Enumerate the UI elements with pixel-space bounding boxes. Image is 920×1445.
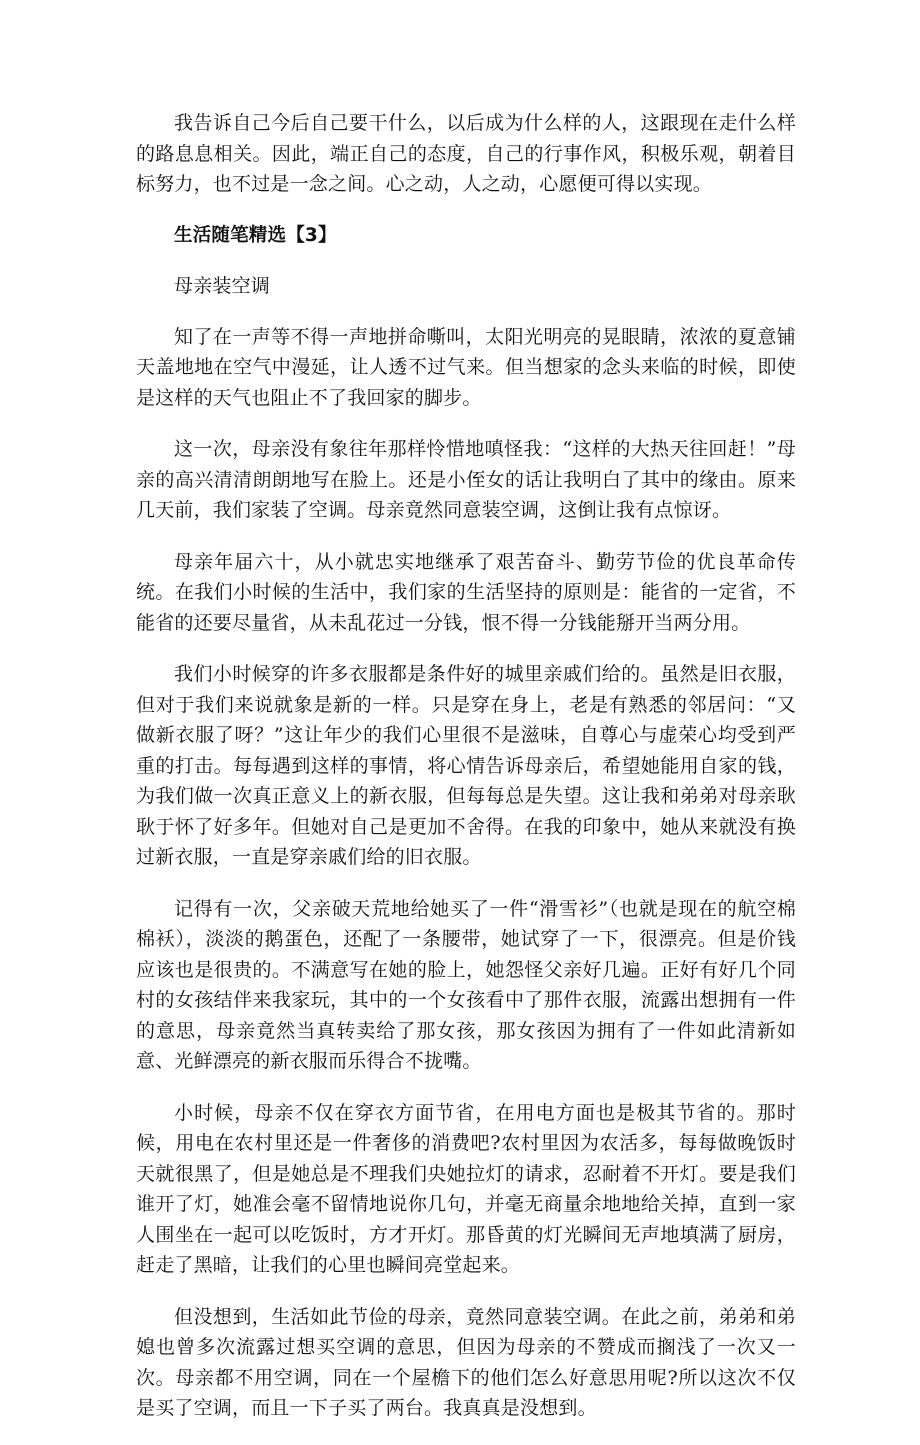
paragraph-5: 记得有一次，父亲破天荒地给她买了一件“滑雪衫”（也就是现在的航空棉棉袄），淡淡的鹅蛋色，还配了一条腰带，她试穿了一下，很漂亮。但是价钱应该也是很贵的。不满意写在她的脸上，她怨怪父亲好几遍。正好有好几个同村的女孩结伴来我家玩，其中的一个女孩看中了那件衣服，流露出想拥有一件的意思，母亲竟然当真转卖给了那女孩，那女孩因为拥有了一件如此清新如意、光鲜漂亮的新衣服而乐得合不拢嘴。: [136, 897, 796, 1072]
paragraph-2: 这一次，母亲没有象往年那样怜惜地嗔怪我：“这样的大热天往回赶！”母亲的高兴清清朗朗地写在脸上。还是小侄女的话让我明白了其中的缘由。原来几天前，我们家装了空调。母亲竟然同意装空调，这倒让我有点惊讶。: [136, 438, 796, 521]
document-page: [136, 108, 796, 1445]
section-heading: 生活随笔精选【3】: [174, 224, 337, 246]
paragraph-1: 知了在一声等不得一声地拼命嘶叫，太阳光明亮的晃眼睛，浓浓的夏意铺天盖地地在空气中漫延，让人透不过气来。但当想家的念头来临的时候，即使是这样的天气也阻止不了我回家的脚步。: [136, 325, 796, 409]
article-title: 母亲装空调: [174, 275, 271, 297]
intro-paragraph: 我告诉自己今后自己要干什么，以后成为什么样的人，这跟现在走什么样的路息息相关。因此，端正自己的态度，自己的行事作风，积极乐观，朝着目标努力，也不过是一念之间。心之动，人之动，心愿便可得以实现。: [136, 112, 796, 195]
paragraph-6: 小时候，母亲不仅在穿衣方面节省，在用电方面也是极其节省的。那时候，用电在农村里还是一件奢侈的消费吧?农村里因为农活多，每每做晚饭时天就很黑了，但是她总是不理我们央她拉灯的请求，忍耐着不开灯。要是我们谁开了灯，她准会毫不留情地说你几句，并毫无商量余地地给关掉，直到一家人围坐在一起可以吃饭时，方才开灯。那昏黄的灯光瞬间无声地填满了厨房，赶走了黑暗，让我们的心里也瞬间亮堂起来。: [136, 1101, 796, 1276]
paragraph-4: 我们小时候穿的许多衣服都是条件好的城里亲戚们给的。虽然是旧衣服，但对于我们来说就象是新的一样。只是穿在身上，老是有熟悉的邻居问：“又做新衣服了呀？”这让年少的我们心里很不是滋味，自尊心与虚荣心均受到严重的打击。每每遇到这样的事情，将心情告诉母亲后，希望她能用自家的钱，为我们做一次真正意义上的新衣服，但每每总是失望。这让我和弟弟对母亲耿耿于怀了好多年。但她对自己是更加不舍得。在我的印象中，她从来就没有换过新衣服，一直是穿亲戚们给的旧衣服。: [136, 663, 796, 868]
paragraph-7: 但没想到，生活如此节俭的母亲，竟然同意装空调。在此之前，弟弟和弟媳也曾多次流露过想买空调的意思，但因为母亲的不赞成而搁浅了一次又一次。母亲都不用空调，同在一个屋檐下的他们怎么好意思用呢?所以这次不仅是买了空调，而且一下子买了两台。我真真是没想到。: [136, 1305, 796, 1419]
paragraph-3: 母亲年届六十，从小就忠实地继承了艰苦奋斗、勤劳节俭的优良革命传统。在我们小时候的生活中，我们家的生活坚持的原则是：能省的一定省，不能省的还要尽量省，从未乱花过一分钱，恨不得一分钱能掰开当两分用。: [136, 550, 796, 634]
